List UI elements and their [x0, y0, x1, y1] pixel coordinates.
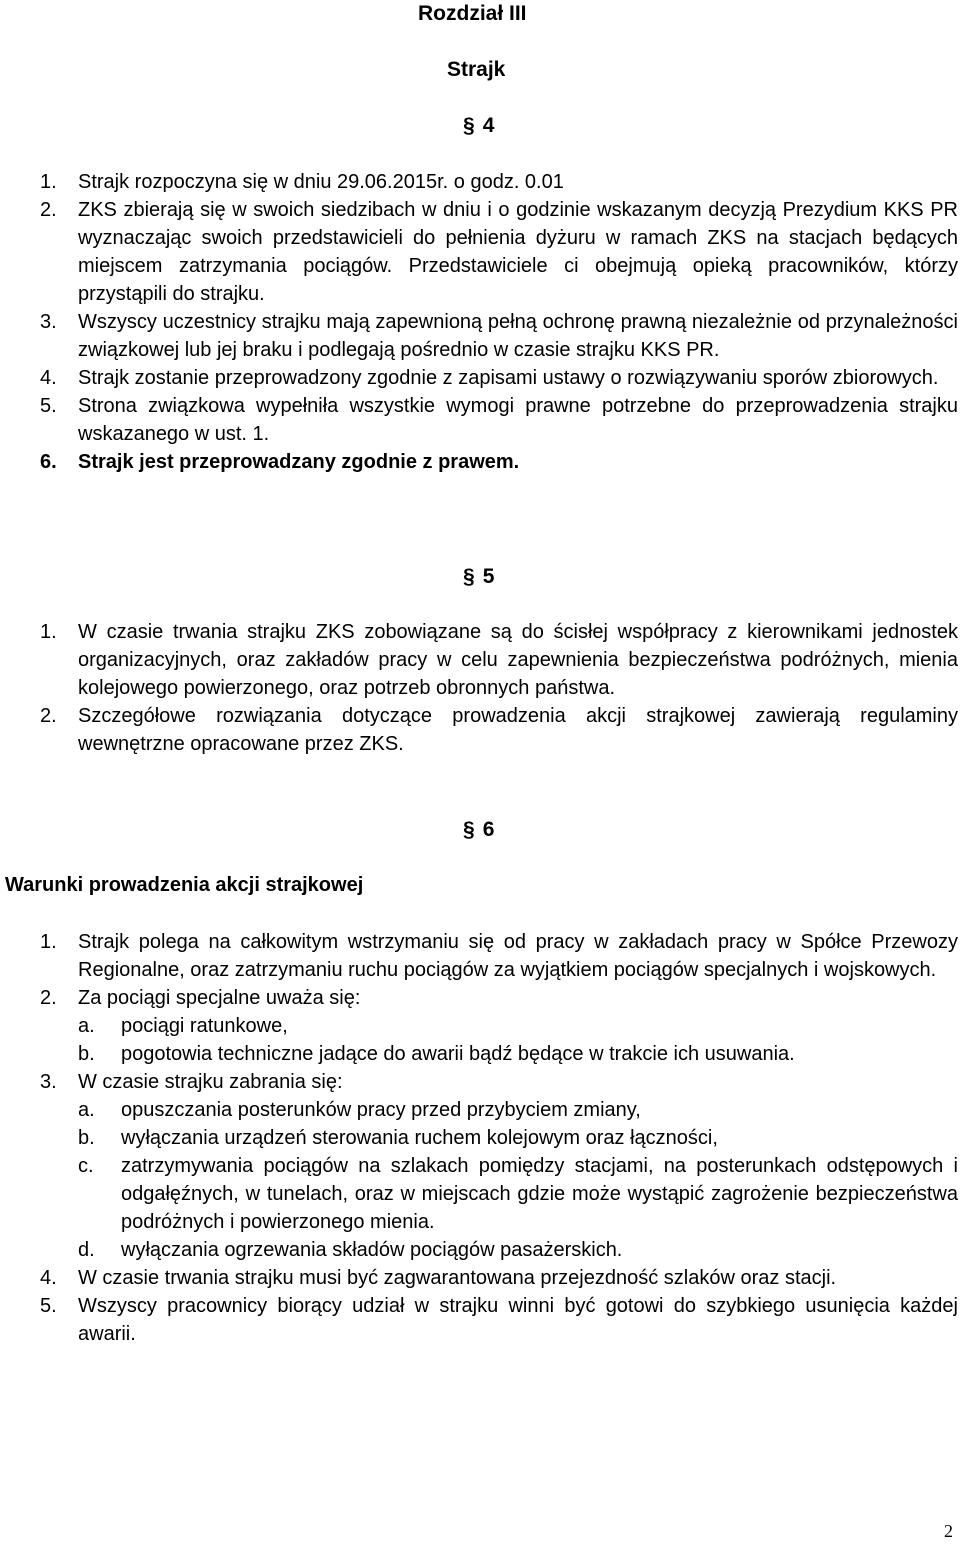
sub-list-item [78, 1040, 958, 1068]
list-item [40, 364, 958, 392]
sub-item-letter: a. [78, 1015, 95, 1037]
list-item [40, 392, 958, 448]
item-number: 3. [40, 311, 57, 333]
sub-item-letter: c. [78, 1155, 94, 1177]
chapter-heading: Rozdział III [418, 2, 527, 25]
section-number: 6 [482, 818, 495, 841]
sub-list-item [78, 1124, 958, 1152]
section-number: 5 [482, 565, 495, 588]
sub-item-text: zatrzymywania pociągów na szlakach pomiędzy stacjami, na posterunkach odstępowych i odgałęźnych, w tunelach, oraz w miejscach gdzie może wystąpić zagrożenie bezpieczeństwa podróżnych i powierzonego mienia. [121, 1155, 958, 1233]
item-number: 2. [40, 199, 57, 221]
item-text: Strona związkowa wypełniła wszystkie wymogi prawne potrzebne do przeprowadzenia strajku wskazanego w ust. 1. [78, 395, 958, 445]
section-5-heading [463, 563, 494, 591]
sub-item-text: wyłączania urządzeń sterowania ruchem kolejowym oraz łączności, [121, 1127, 718, 1149]
list-item [40, 196, 958, 308]
item-text: W czasie trwania strajku musi być zagwarantowana przejezdność szlaków oraz stacji. [78, 1267, 837, 1289]
item-text: Szczegółowe rozwiązania dotyczące prowadzenia akcji strajkowej zawierają regulaminy wewnętrzne opracowane przez ZKS. [78, 705, 958, 755]
item-text: Wszyscy uczestnicy strajku mają zapewnioną pełną ochronę prawną niezależnie od przynależności związkowej lub jej braku i podlegają pośrednio w czasie strajku KKS PR. [78, 311, 958, 361]
sub-list-item [78, 1236, 958, 1264]
list-item [40, 984, 958, 1068]
section-symbol: § [463, 818, 475, 841]
sub-list [78, 1012, 958, 1068]
item-number: 2. [40, 705, 57, 727]
sub-list-item [78, 1152, 958, 1236]
list-item [40, 702, 958, 758]
item-text: ZKS zbierają się w swoich siedzibach w dniu i o godzinie wskazanym decyzją Prezydium KKS PR wyznaczając swoich przedstawicieli do pełnienia dyżuru w ramach ZKS na stacjach będących miejscem zatrzymania pociągów. Przedstawiciele ci obejmują opieką pracowników, którzy przystąpili do strajku. [78, 199, 958, 305]
item-number: 3. [40, 1071, 57, 1093]
item-text: Strajk zostanie przeprowadzony zgodnie z zapisami ustawy o rozwiązywaniu sporów zbiorowych. [78, 367, 939, 389]
item-text: Za pociągi specjalne uważa się: [78, 987, 361, 1009]
list-item [40, 1292, 958, 1348]
list-item [40, 928, 958, 984]
list-item [40, 308, 958, 364]
section-6-list [40, 928, 958, 1348]
item-text: W czasie strajku zabrania się: [78, 1071, 343, 1093]
list-item [40, 618, 958, 702]
sub-item-text: wyłączania ogrzewania składów pociągów pasażerskich. [121, 1239, 623, 1261]
section-5-list [40, 618, 958, 758]
sub-item-text: opuszczania posterunków pracy przed przybyciem zmiany, [121, 1099, 641, 1121]
section-4-list [40, 168, 958, 476]
sub-list [78, 1096, 958, 1264]
sub-list-item [78, 1096, 958, 1124]
document-title: Strajk [447, 58, 506, 81]
item-number: 5. [40, 395, 57, 417]
item-number: 2. [40, 987, 57, 1009]
item-text: Strajk jest przeprowadzany zgodnie z prawem. [78, 451, 520, 473]
sub-item-text: pogotowia techniczne jadące do awarii bądź będące w trakcie ich usuwania. [121, 1043, 795, 1065]
item-text: Wszyscy pracownicy biorący udział w strajku winni być gotowi do szybkiego usunięcia każdej awarii. [78, 1295, 958, 1345]
item-number: 5. [40, 1295, 57, 1317]
list-item [40, 168, 958, 196]
item-text: W czasie trwania strajku ZKS zobowiązane są do ścisłej współpracy z kierownikami jednostek organizacyjnych, oraz zakładów pracy w celu zapewnienia bezpieczeństwa podróżnych, mienia kolejowego powierzonego, oraz potrzeb obronnych państwa. [78, 621, 958, 699]
item-text: Strajk rozpoczyna się w dniu 29.06.2015r. o godz. 0.01 [78, 171, 564, 193]
section-symbol: § [463, 114, 475, 137]
item-number: 6. [40, 451, 57, 473]
section-4-heading [463, 112, 494, 140]
sub-item-letter: d. [78, 1239, 95, 1261]
list-item [40, 1068, 958, 1264]
section-number: 4 [482, 114, 495, 137]
item-number: 4. [40, 1267, 57, 1289]
list-item [40, 448, 958, 476]
section-6-subheading: Warunki prowadzenia akcji strajkowej [5, 874, 364, 896]
item-number: 1. [40, 171, 57, 193]
sub-list-item [78, 1012, 958, 1040]
sub-item-text: pociągi ratunkowe, [121, 1015, 288, 1037]
list-item [40, 1264, 958, 1292]
page-number: 2 [944, 1521, 953, 1541]
section-6-heading [463, 816, 494, 844]
item-text: Strajk polega na całkowitym wstrzymaniu się od pracy w zakładach pracy w Spółce Przewozy Regionalne, oraz zatrzymaniu ruchu pociągów za wyjątkiem pociągów specjalnych i wojskowych. [78, 931, 958, 981]
sub-item-letter: b. [78, 1127, 95, 1149]
sub-item-letter: a. [78, 1099, 95, 1121]
sub-item-letter: b. [78, 1043, 95, 1065]
item-number: 1. [40, 931, 57, 953]
section-symbol: § [463, 565, 475, 588]
item-number: 1. [40, 621, 57, 643]
item-number: 4. [40, 367, 57, 389]
